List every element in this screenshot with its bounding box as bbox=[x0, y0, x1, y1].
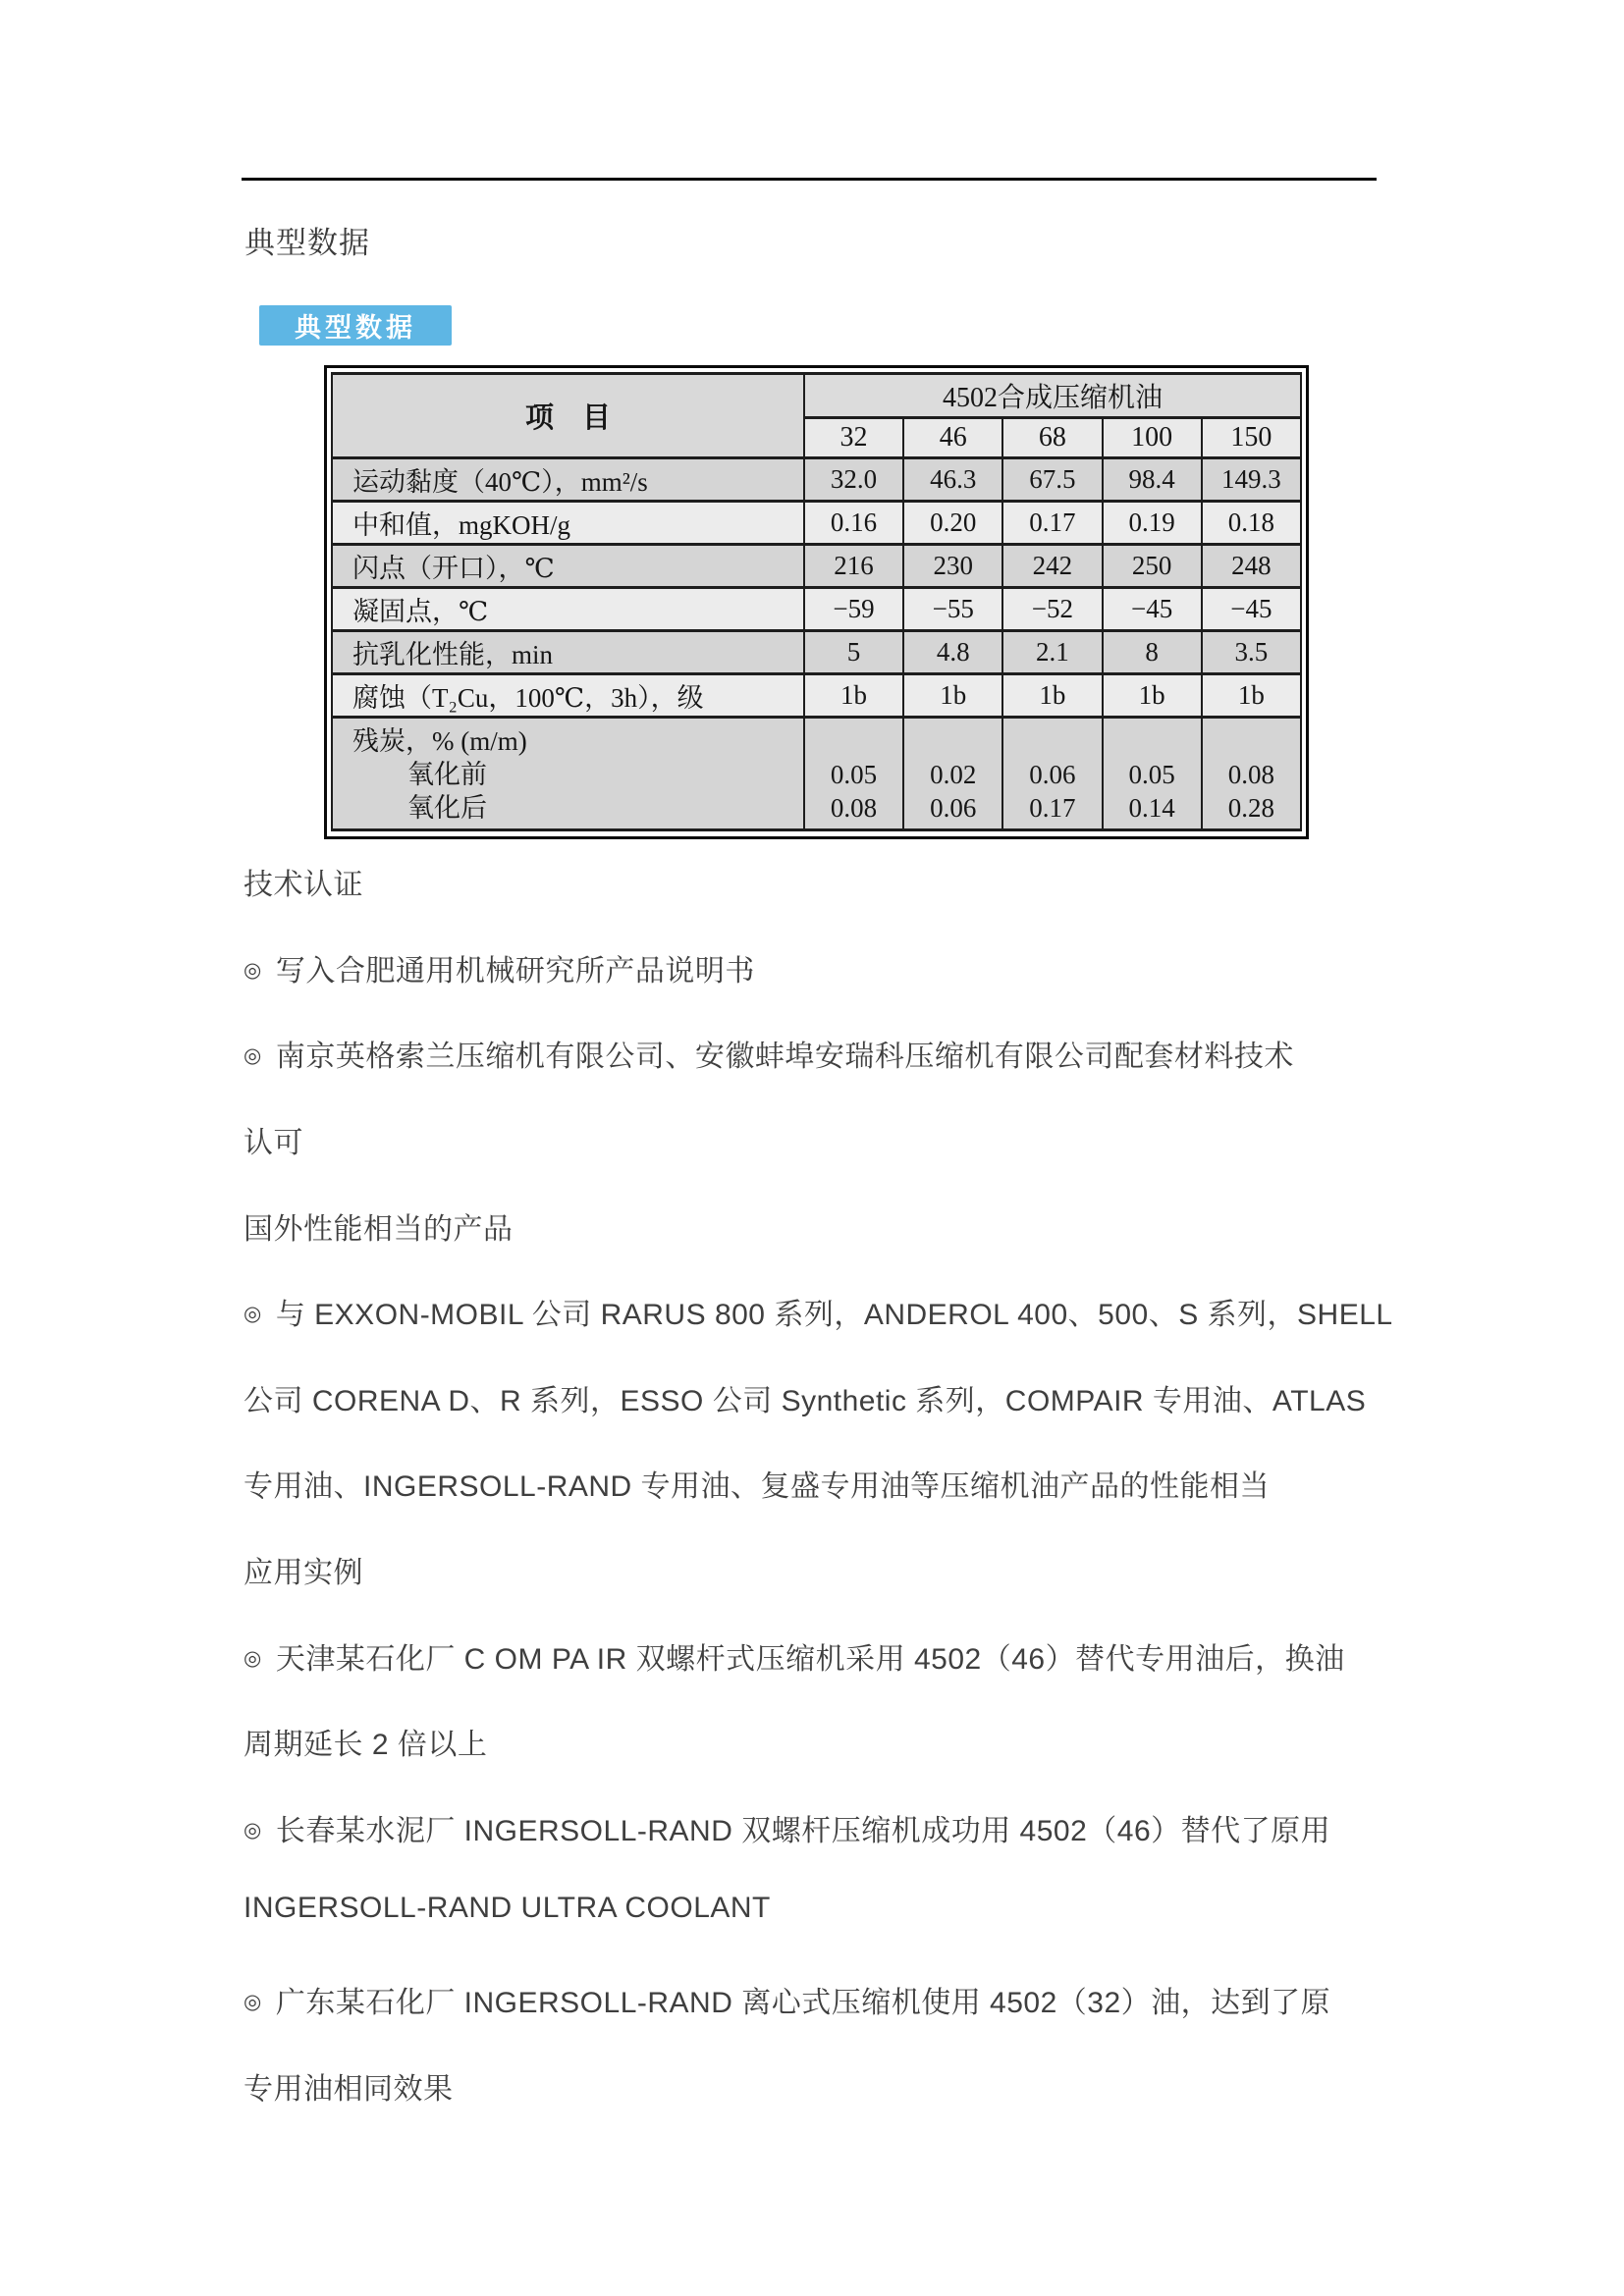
table-header-item: 项 目 bbox=[332, 374, 804, 458]
table-header-grade-100: 100 bbox=[1103, 418, 1202, 458]
bullet-icon: ◎ bbox=[244, 1647, 262, 1670]
cell-value: 3.5 bbox=[1202, 631, 1301, 674]
line-text: 长春某水泥厂 INGERSOLL-RAND 双螺杆压缩机成功用 4502（46）替代了原用 bbox=[275, 1815, 1331, 1847]
text-line: 公司 CORENA D、R 系列，ESSO 公司 Synthetic 系列，COMPAIR 专用油、ATLAS bbox=[244, 1385, 1367, 1417]
row-label: 中和值，mgKOH/g bbox=[332, 502, 804, 545]
cell-value: 0.16 bbox=[804, 502, 903, 545]
row-label: 抗乳化性能，min bbox=[332, 631, 804, 674]
text-line: INGERSOLL-RAND ULTRA COOLANT bbox=[244, 1892, 771, 1924]
bullet-icon: ◎ bbox=[244, 1991, 262, 2013]
table-header-grade-32: 32 bbox=[804, 418, 903, 458]
table-row-viscosity bbox=[332, 458, 1301, 502]
cell-value: −45 bbox=[1202, 588, 1301, 631]
cell-value: 1b bbox=[903, 674, 1002, 718]
cell-value: 1b bbox=[1103, 674, 1202, 718]
cell-value: 1b bbox=[1202, 674, 1301, 718]
section-badge: 典型数据 bbox=[259, 305, 452, 346]
residue-sublabel-after: 氧化后 bbox=[407, 793, 487, 823]
cell-value: −55 bbox=[903, 588, 1002, 631]
typical-data-table bbox=[331, 372, 1302, 831]
cell-value: 0.05 0.08 bbox=[804, 718, 903, 830]
bullet-item bbox=[244, 1806, 1330, 1849]
line-text: 天津某石化厂 C OM PA IR 双螺杆式压缩机采用 4502（46）替代专用油后，换油 bbox=[275, 1643, 1345, 1676]
bullet-item bbox=[244, 1032, 1294, 1075]
row-label: 腐蚀（T₂Cu，100℃，3h），级 bbox=[332, 674, 804, 718]
cell-value: 0.18 bbox=[1202, 502, 1301, 545]
cell-value: −59 bbox=[804, 588, 903, 631]
cell-value: 1b bbox=[1002, 674, 1102, 718]
row-label: 闪点（开口），℃ bbox=[332, 545, 804, 588]
cell-value: 5 bbox=[804, 631, 903, 674]
cell-value: 250 bbox=[1103, 545, 1202, 588]
table-row-neutralization bbox=[332, 502, 1301, 545]
cell-value: 0.08 0.28 bbox=[1202, 718, 1301, 830]
cell-value: 32.0 bbox=[804, 458, 903, 502]
section-heading-certification: 技术认证 bbox=[244, 869, 363, 901]
text-line: 专用油、INGERSOLL-RAND 专用油、复盛专用油等压缩机油产品的性能相当 bbox=[244, 1470, 1271, 1503]
residue-sublabel-before: 氧化前 bbox=[407, 760, 487, 789]
table-row-solidification bbox=[332, 588, 1301, 631]
cell-value: 149.3 bbox=[1202, 458, 1301, 502]
cell-value: 216 bbox=[804, 545, 903, 588]
section-heading-applications: 应用实例 bbox=[244, 1557, 363, 1589]
bullet-icon: ◎ bbox=[244, 1819, 262, 1842]
cell-value: 0.20 bbox=[903, 502, 1002, 545]
table-header-product: 4502合成压缩机油 bbox=[804, 374, 1301, 418]
cell-value: 1b bbox=[804, 674, 903, 718]
cell-value: 2.1 bbox=[1002, 631, 1102, 674]
page-title: 典型数据 bbox=[244, 226, 370, 260]
text-line: 认可 bbox=[244, 1127, 303, 1159]
table-header-grade-68: 68 bbox=[1002, 418, 1102, 458]
row-label bbox=[332, 718, 804, 830]
cell-value: 248 bbox=[1202, 545, 1301, 588]
horizontal-rule bbox=[242, 178, 1377, 181]
text-line: 周期延长 2 倍以上 bbox=[244, 1729, 488, 1761]
section-heading-foreign-equivalents: 国外性能相当的产品 bbox=[244, 1213, 514, 1246]
cell-value: 8 bbox=[1103, 631, 1202, 674]
row-label: 凝固点，℃ bbox=[332, 588, 804, 631]
bullet-item bbox=[244, 946, 755, 989]
text-line: 专用油相同效果 bbox=[244, 2073, 454, 2106]
cell-value: −45 bbox=[1103, 588, 1202, 631]
cell-value: 67.5 bbox=[1002, 458, 1102, 502]
table-row-flashpoint bbox=[332, 545, 1301, 588]
table-header-grade-46: 46 bbox=[903, 418, 1002, 458]
cell-value: 0.05 0.14 bbox=[1103, 718, 1202, 830]
bullet-item bbox=[244, 1634, 1345, 1678]
table-row-demulsibility bbox=[332, 631, 1301, 674]
bullet-item bbox=[244, 1978, 1330, 2021]
cell-value: 4.8 bbox=[903, 631, 1002, 674]
bullet-icon: ◎ bbox=[244, 959, 262, 982]
cell-value: 0.19 bbox=[1103, 502, 1202, 545]
residue-label: 残炭，% (m/m) bbox=[352, 726, 527, 756]
typical-data-table-frame bbox=[324, 365, 1309, 839]
line-text: 南京英格索兰压缩机有限公司、安徽蚌埠安瑞科压缩机有限公司配套材料技术 bbox=[275, 1041, 1294, 1073]
bullet-icon: ◎ bbox=[244, 1044, 262, 1067]
table-header-grade-150: 150 bbox=[1202, 418, 1301, 458]
cell-value: −52 bbox=[1002, 588, 1102, 631]
cell-value: 0.02 0.06 bbox=[903, 718, 1002, 830]
bullet-item bbox=[244, 1290, 1393, 1333]
cell-value: 0.06 0.17 bbox=[1002, 718, 1102, 830]
line-text: 写入合肥通用机械研究所产品说明书 bbox=[275, 955, 755, 988]
line-text: 广东某石化厂 INGERSOLL-RAND 离心式压缩机使用 4502（32）油，达到了原 bbox=[275, 1987, 1331, 2019]
row-label: 运动黏度（40℃），mm²/s bbox=[332, 458, 804, 502]
cell-value: 242 bbox=[1002, 545, 1102, 588]
bullet-icon: ◎ bbox=[244, 1303, 262, 1325]
line-text: 与 EXXON-MOBIL 公司 RARUS 800 系列，ANDEROL 400、500、S 系列，SHELL bbox=[275, 1299, 1393, 1331]
cell-value: 98.4 bbox=[1103, 458, 1202, 502]
cell-value: 230 bbox=[903, 545, 1002, 588]
cell-value: 0.17 bbox=[1002, 502, 1102, 545]
table-row-carbon-residue bbox=[332, 718, 1301, 830]
cell-value: 46.3 bbox=[903, 458, 1002, 502]
table-row-corrosion bbox=[332, 674, 1301, 718]
